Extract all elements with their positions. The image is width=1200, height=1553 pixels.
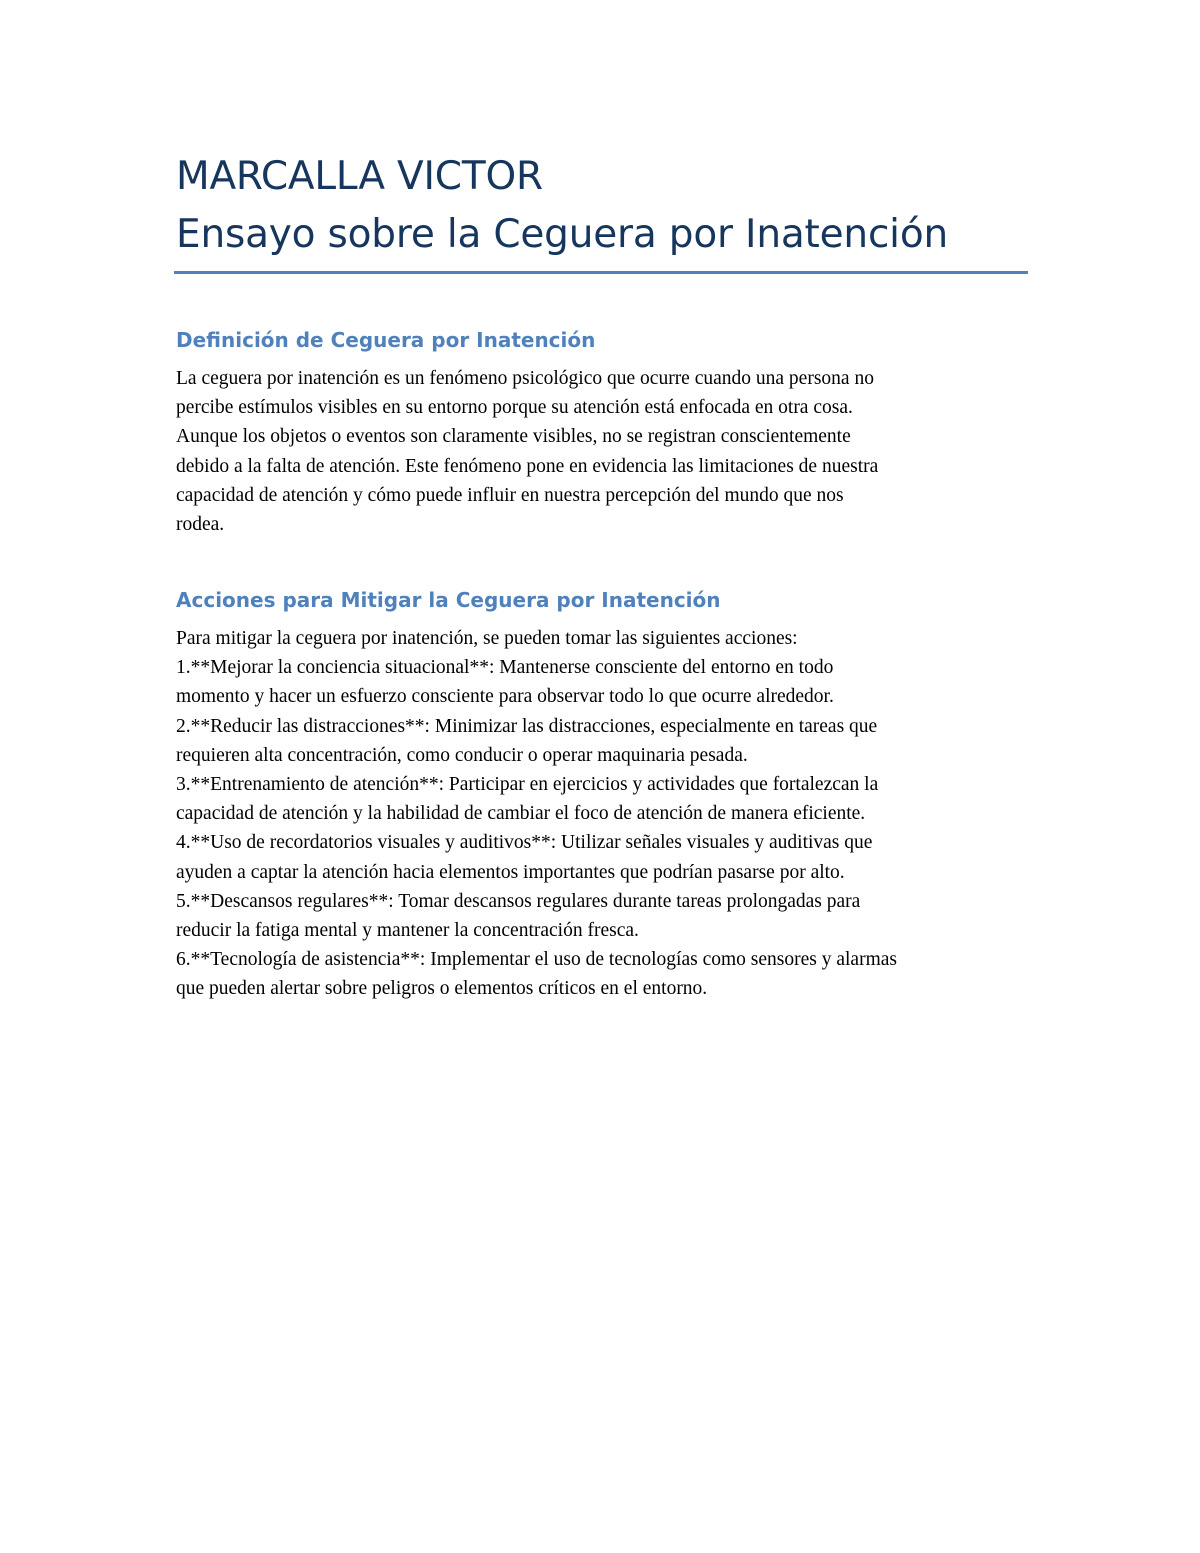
text-line: momento y hacer un esfuerzo consciente para observar todo lo que ocurre alrededor. bbox=[176, 686, 834, 708]
text-line: capacidad de atención y la habilidad de cambiar el foco de atención de manera eficiente. bbox=[176, 803, 866, 825]
text-line: percibe estímulos visibles en su entorno porque su atención está enfocada en otra cosa. bbox=[176, 397, 853, 419]
text-line: Aunque los objetos o eventos son claramente visibles, no se registran conscientemente bbox=[176, 426, 851, 448]
section-heading: Definición de Ceguera por Inatención bbox=[176, 328, 596, 352]
list-item: 6.**Tecnología de asistencia**: Implementar el uso de tecnologías como sensores y alarmas bbox=[176, 949, 897, 971]
text-line: Para mitigar la ceguera por inatención, se pueden tomar las siguientes acciones: bbox=[176, 628, 798, 649]
list-item: 3.**Entrenamiento de atención**: Participar en ejercicios y actividades que fortalezcan la bbox=[176, 774, 879, 796]
list-item: 4.**Uso de recordatorios visuales y auditivos**: Utilizar señales visuales y auditivas que bbox=[176, 832, 873, 854]
text-line: debido a la falta de atención. Este fenómeno pone en evidencia las limitaciones de nuestra bbox=[176, 455, 879, 477]
list-item: 1.**Mejorar la conciencia situacional**: Mantenerse consciente del entorno en todo bbox=[176, 657, 834, 679]
section-paragraph bbox=[176, 364, 1036, 539]
text-line: capacidad de atención y cómo puede influir en nuestra percepción del mundo que nos bbox=[176, 484, 844, 506]
text-line: rodea. bbox=[176, 514, 225, 536]
title-block bbox=[176, 148, 1028, 264]
list-item: 2.**Reducir las distracciones**: Minimizar las distracciones, especialmente en tareas que bbox=[176, 715, 878, 737]
text-line: La ceguera por inatención es un fenómeno psicológico que ocurre cuando una persona no bbox=[176, 368, 874, 389]
title-divider bbox=[174, 271, 1028, 274]
text-line: que pueden alertar sobre peligros o elementos críticos en el entorno. bbox=[176, 978, 708, 1000]
list-item: 5.**Descansos regulares**: Tomar descansos regulares durante tareas prolongadas para bbox=[176, 890, 861, 912]
section-heading: Acciones para Mitigar la Ceguera por Inatención bbox=[176, 588, 721, 612]
section-paragraph bbox=[176, 624, 1036, 1004]
section-definition bbox=[176, 324, 1036, 539]
text-line: requieren alta concentración, como conducir o operar maquinaria pesada. bbox=[176, 744, 748, 766]
section-actions bbox=[176, 584, 1036, 1004]
text-line: reducir la fatiga mental y mantener la concentración fresca. bbox=[176, 920, 639, 942]
document-title: Ensayo sobre la Ceguera por Inatención bbox=[176, 212, 949, 257]
text-line: ayuden a captar la atención hacia elementos importantes que podrían pasarse por alto. bbox=[176, 861, 845, 883]
author-name: MARCALLA VICTOR bbox=[176, 154, 543, 199]
